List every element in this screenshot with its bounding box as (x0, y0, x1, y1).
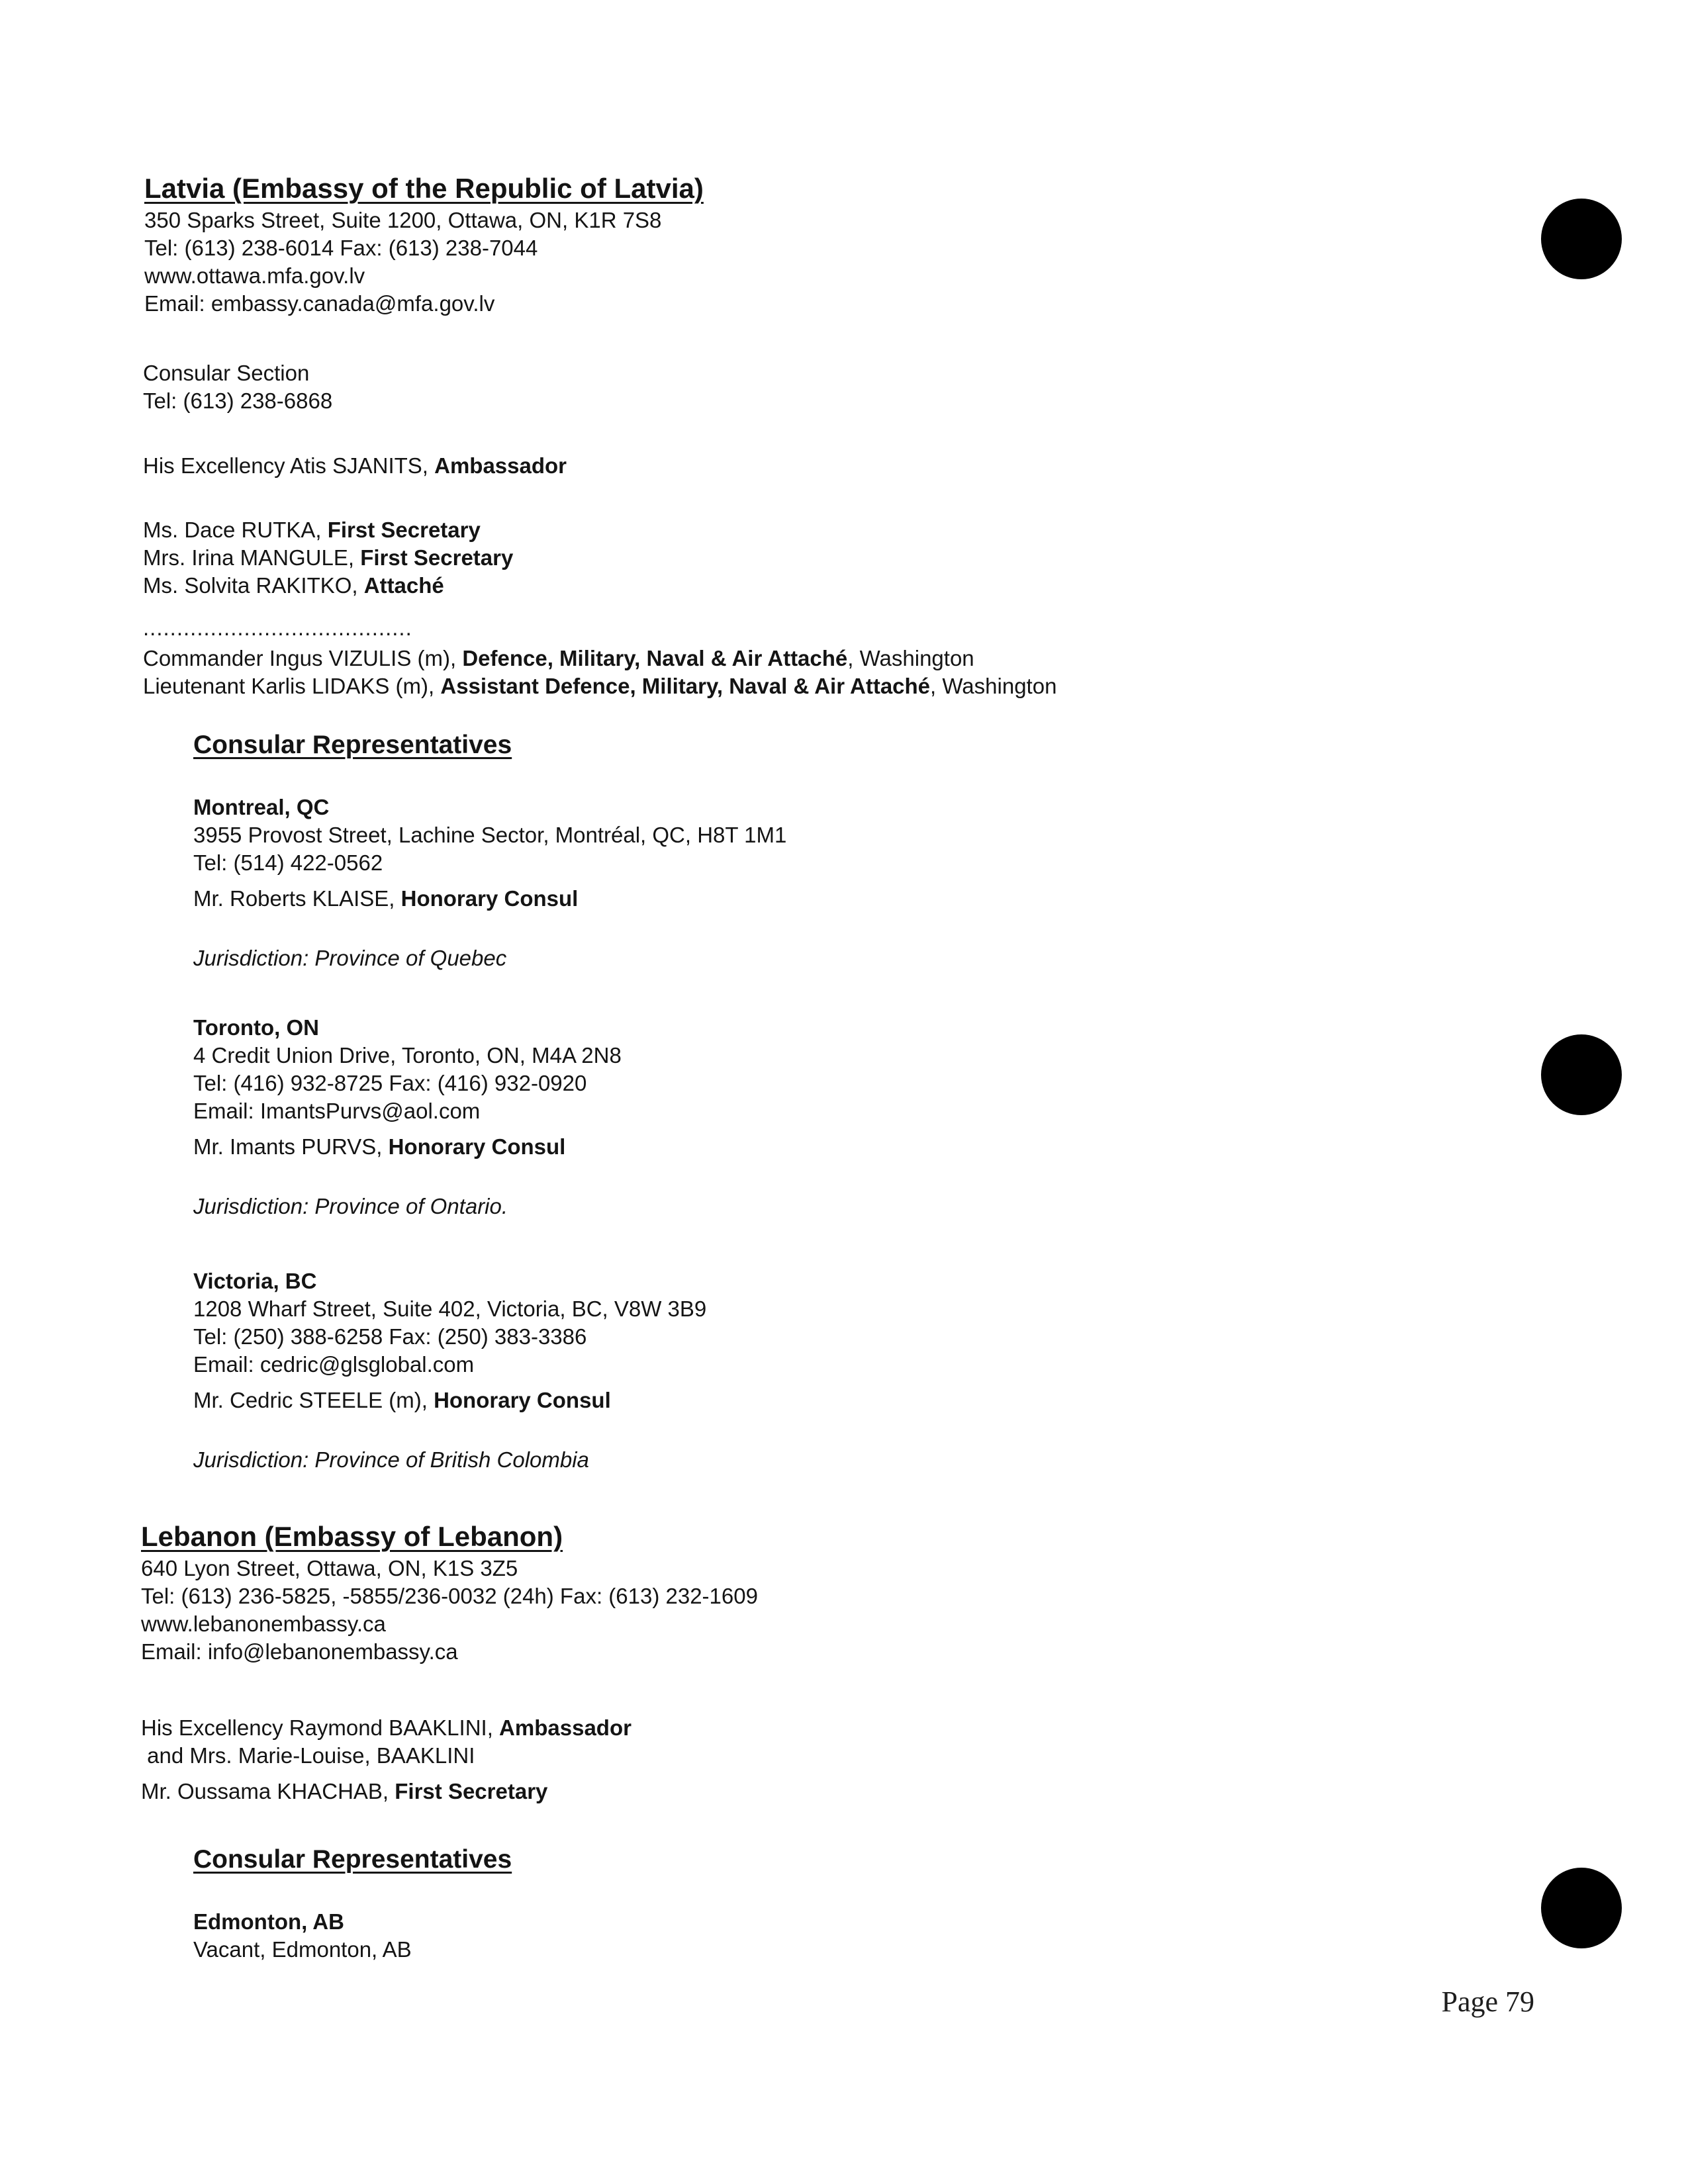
latvia-website: www.ottawa.mfa.gov.lv (144, 263, 365, 288)
ambassador-name: His Excellency Atis SJANITS, (143, 453, 435, 478)
consulate-city: Toronto, ON (193, 1015, 320, 1040)
ambassador-title: Ambassador (499, 1715, 632, 1740)
attache-title: Assistant Defence, Military, Naval & Air Attaché (440, 674, 931, 698)
dotted-separator: ........................................ (143, 615, 412, 640)
consulate-jurisdiction: Jurisdiction: Province of British Colombia (193, 1447, 589, 1472)
page-number: Page 79 (1441, 1985, 1534, 2018)
lebanon-ambassador-spouse: and Mrs. Marie-Louise, BAAKLINI (141, 1743, 475, 1768)
consular-section-label: Consular Section (143, 361, 310, 385)
latvia-address: 350 Sparks Street, Suite 1200, Ottawa, ON, K1R 7S8 (144, 208, 662, 232)
staff-row (143, 516, 513, 544)
latvia-staff-list (143, 516, 513, 600)
staff-name: Ms. Dace RUTKA, (143, 518, 328, 542)
attache-row (143, 672, 1056, 700)
consulate-victoria (193, 1267, 706, 1474)
latvia-attache-list (143, 645, 1056, 700)
consulate-montreal (193, 794, 786, 972)
consulate-address: 3955 Provost Street, Lachine Sector, Montréal, QC, H8T 1M1 (193, 823, 787, 847)
consul-title: Honorary Consul (388, 1134, 566, 1159)
attache-location: , Washington (930, 674, 1057, 698)
latvia-heading: Latvia (Embassy of the Republic of Latvia) (144, 173, 704, 204)
lebanon-address: 640 Lyon Street, Ottawa, ON, K1S 3Z5 (141, 1556, 518, 1580)
consul-row (193, 1387, 706, 1414)
consulate-jurisdiction: Jurisdiction: Province of Ontario. (193, 1194, 508, 1218)
consul-row (193, 885, 786, 913)
consulate-tel: Tel: (514) 422-0562 (193, 850, 383, 875)
attache-location: , Washington (847, 646, 974, 670)
staff-title: First Secretary (360, 545, 514, 570)
consul-name: Mr. Cedric STEELE (m), (193, 1388, 434, 1412)
attache-name: Lieutenant Karlis LIDAKS (m), (143, 674, 441, 698)
consulate-toronto (193, 1014, 622, 1220)
consulate-tel: Tel: (416) 932-8725 Fax: (416) 932-0920 (193, 1071, 587, 1095)
staff-title: First Secretary (327, 518, 481, 542)
consulate-email: Email: cedric@glsglobal.com (193, 1352, 475, 1377)
punch-hole-middle (1541, 1034, 1622, 1115)
latvia-consular-heading: Consular Representatives (193, 731, 512, 759)
lebanon-consular-heading: Consular Representatives (193, 1845, 512, 1874)
consul-row (193, 1133, 622, 1161)
consul-title: Honorary Consul (400, 886, 579, 911)
lebanon-tel-fax: Tel: (613) 236-5825, -5855/236-0032 (24h) Fax: (613) 232-1609 (141, 1584, 758, 1608)
ambassador-name: His Excellency Raymond BAAKLINI, (141, 1715, 500, 1740)
staff-row (143, 544, 513, 572)
consulate-jurisdiction: Jurisdiction: Province of Quebec (193, 946, 507, 970)
staff-name: Ms. Solvita RAKITKO, (143, 573, 364, 598)
consulate-address: 4 Credit Union Drive, Toronto, ON, M4A 2N8 (193, 1043, 622, 1068)
punch-hole-bottom (1541, 1868, 1622, 1948)
consular-section-tel: Tel: (613) 238-6868 (143, 388, 333, 413)
latvia-tel-fax: Tel: (613) 238-6014 Fax: (613) 238-7044 (144, 236, 538, 260)
staff-row (143, 572, 513, 600)
staff-name: Mr. Oussama KHACHAB, (141, 1779, 395, 1803)
attache-row (143, 645, 1056, 672)
lebanon-email: Email: info@lebanonembassy.ca (141, 1639, 458, 1664)
consul-name: Mr. Imants PURVS, (193, 1134, 389, 1159)
staff-row (141, 1778, 632, 1805)
consulate-email: Email: ImantsPurvs@aol.com (193, 1099, 481, 1123)
latvia-consular-section (143, 359, 332, 415)
ambassador-title: Ambassador (434, 453, 567, 478)
lebanon-ambassador-block (141, 1714, 632, 1805)
lebanon-header-block (141, 1519, 758, 1666)
consulate-city: Montreal, QC (193, 795, 330, 819)
lebanon-heading: Lebanon (Embassy of Lebanon) (141, 1521, 563, 1552)
consulate-address: 1208 Wharf Street, Suite 402, Victoria, BC, V8W 3B9 (193, 1297, 707, 1321)
lebanon-website: www.lebanonembassy.ca (141, 1612, 386, 1636)
attache-name: Commander Ingus VIZULIS (m), (143, 646, 463, 670)
consulate-edmonton (193, 1908, 412, 1964)
consulate-address: Vacant, Edmonton, AB (193, 1937, 412, 1962)
consulate-city: Edmonton, AB (193, 1909, 344, 1934)
staff-title: First Secretary (395, 1779, 548, 1803)
staff-title: Attaché (363, 573, 444, 598)
consul-name: Mr. Roberts KLAISE, (193, 886, 401, 911)
consulate-tel: Tel: (250) 388-6258 Fax: (250) 383-3386 (193, 1324, 587, 1349)
punch-hole-top (1541, 199, 1622, 279)
latvia-email: Email: embassy.canada@mfa.gov.lv (144, 291, 495, 316)
attache-title: Defence, Military, Naval & Air Attaché (462, 646, 848, 670)
latvia-ambassador (143, 452, 567, 480)
lebanon-ambassador (141, 1714, 632, 1742)
consulate-city: Victoria, BC (193, 1269, 317, 1293)
consul-title: Honorary Consul (434, 1388, 611, 1412)
staff-name: Mrs. Irina MANGULE, (143, 545, 361, 570)
latvia-header-block (144, 171, 704, 318)
